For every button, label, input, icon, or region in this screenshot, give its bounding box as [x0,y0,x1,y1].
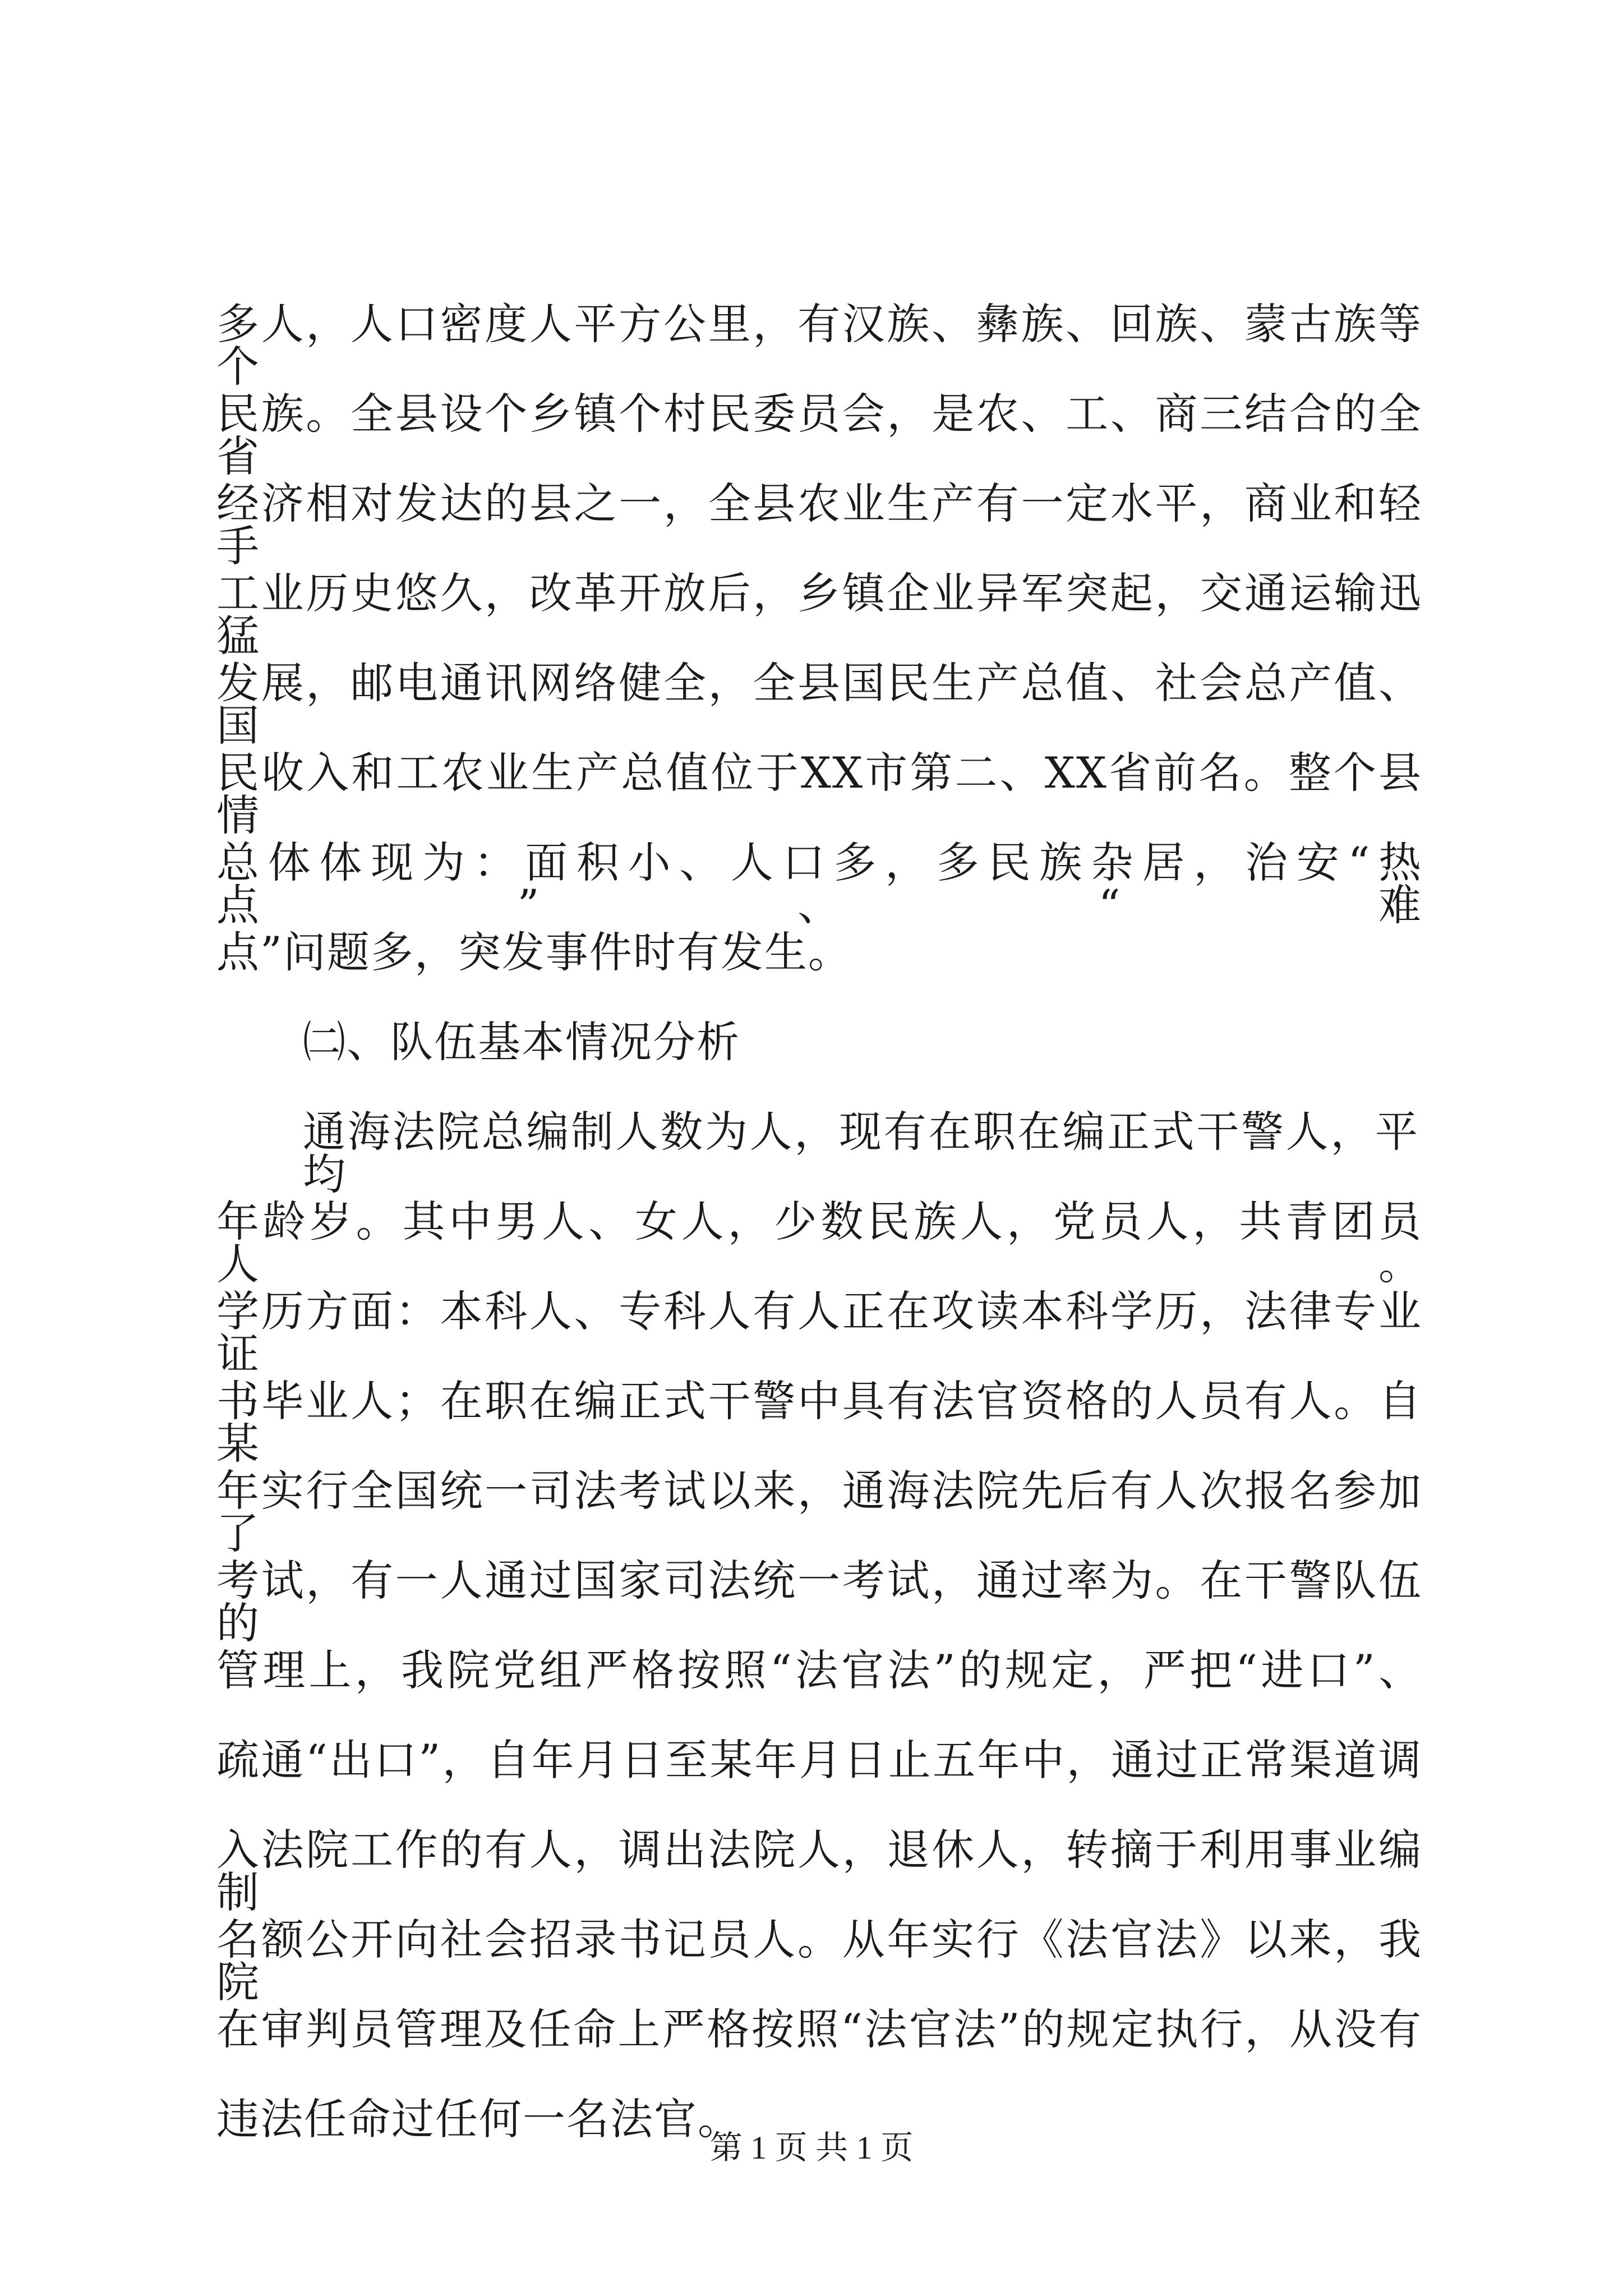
paragraph-line: 学历方面：本科人、专科人有人正在攻读本科学历，法律专业证 [216,1286,1422,1379]
paragraph-line: 民收入和工农业生产总值位于XX市第二、XX省前名。整个县情 [216,748,1422,840]
paragraph-line: 违法任命过任何一名法官。 [216,2094,741,2144]
paragraph-line: 入法院工作的有人，调出法院人，退休人，转摘于利用事业编制 [216,1825,1422,1917]
paragraph-line: 年实行全国统一司法考试以来，通海法院先后有人次报名参加了 [216,1466,1422,1558]
paragraph-line: 疏通“出口”，自年月日至某年月日止五年中，通过正常渠道调 [216,1735,1422,1785]
paragraph-line: 总体体现为：面积小、人口多，多民族杂居，治安“热点”、“难 [216,838,1422,930]
paragraph-line: 发展，邮电通讯网络健全，全县国民生产总值、社会总产值、国 [216,658,1422,751]
page-footer: 第 1 页 共 1 页 [709,2129,914,2166]
paragraph-line: 工业历史悠久，改革开放后，乡镇企业异军突起，交通运输迅猛 [216,568,1422,661]
paragraph-line: 民族。全县设个乡镇个村民委员会，是农、工、商三结合的全省 [216,389,1422,481]
paragraph-line: 多人，人口密度人平方公里，有汉族、彝族、回族、蒙古族等个 [216,299,1422,392]
section-heading: ㈡、队伍基本情况分析 [303,1017,740,1067]
paragraph-line: 书毕业人；在职在编正式干警中具有法官资格的人员有人。自某 [216,1376,1422,1469]
paragraph-line: 年龄岁。其中男人、女人，少数民族人，党员人，共青团员人。 [216,1197,1422,1289]
paragraph-line: 名额公开向社会招录书记员人。从年实行《法官法》以来，我院 [216,1915,1422,2007]
paragraph-line: 经济相对发达的县之一，全县农业生产有一定水平，商业和轻手 [216,478,1422,571]
paragraph-line: 管理上，我院党组严格按照“法官法”的规定，严把“进口”、 [216,1645,1422,1695]
paragraph-line: 点”问题多，突发事件时有发生。 [216,927,852,977]
paragraph-line: 通海法院总编制人数为人，现有在职在编正式干警人，平均 [303,1107,1419,1199]
paragraph-line: 在审判员管理及任命上严格按照“法官法”的规定执行，从没有 [216,2004,1422,2054]
paragraph-line: 考试，有一人通过国家司法统一考试，通过率为。在干警队伍的 [216,1556,1422,1648]
